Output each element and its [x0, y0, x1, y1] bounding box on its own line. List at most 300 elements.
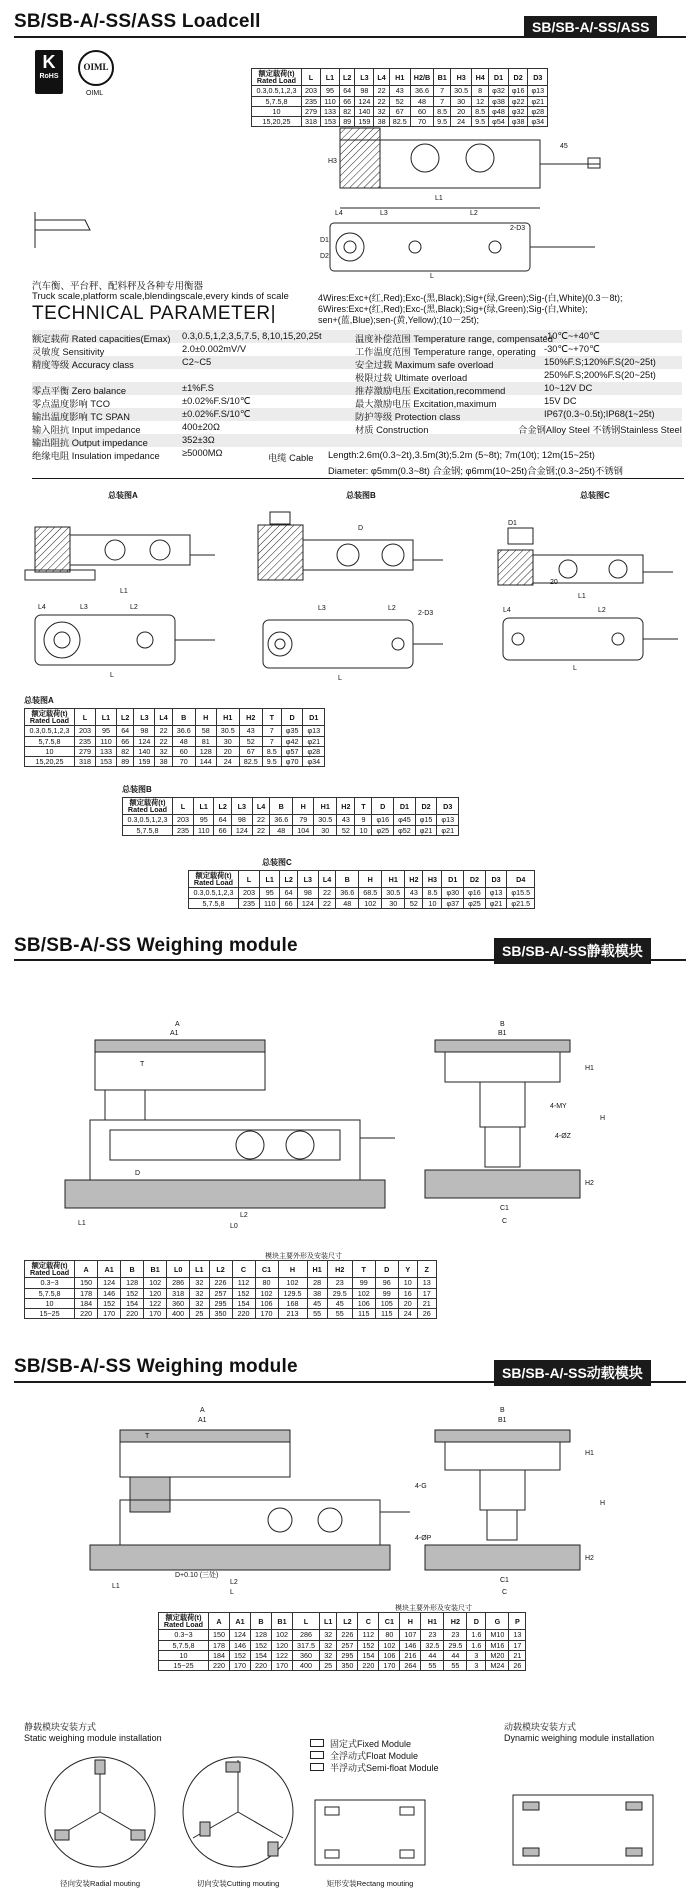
table-cell: 120 [144, 1288, 167, 1298]
table-header-cell: H [293, 798, 314, 815]
table-cell: 70 [410, 117, 433, 127]
param-value: 250%F.S;200%F.S(20~25t) [544, 370, 656, 380]
table-cell: 36.6 [410, 86, 433, 96]
table-cell: 80 [379, 1630, 400, 1640]
table-cell: 36.6 [172, 726, 195, 736]
table-cell: 0.3,0.5,1,2,3 [123, 815, 173, 825]
table-cell: 66 [340, 96, 355, 106]
table-header-cell: A1 [230, 1613, 251, 1630]
dynamic-size-caption: 模块主要外形及安装尺寸 [395, 1605, 472, 1612]
table-cell: 16 [398, 1288, 417, 1298]
table-header-cell: T [262, 709, 281, 726]
table-cell: 124 [98, 1278, 121, 1288]
table-cell: 203 [173, 815, 194, 825]
table-cell: 15,20,25 [25, 757, 75, 767]
table-cell: 1.6 [467, 1630, 486, 1640]
table-cell: 110 [321, 96, 340, 106]
table-row [252, 86, 548, 96]
table-cell: 32.5 [421, 1640, 444, 1650]
table-cell: 235 [302, 96, 321, 106]
table-cell: 7 [434, 86, 451, 96]
table-header-cell: D4 [507, 871, 535, 888]
table-cell: 32 [320, 1650, 337, 1660]
table-cell: 152 [251, 1640, 272, 1650]
table-cell: φ25 [464, 898, 486, 908]
dim-static-h: H [600, 1115, 606, 1122]
table-row [123, 815, 459, 825]
table-cell: 220 [251, 1661, 272, 1671]
param-value: IP67(0.3~0.5t);IP68(1~25t) [544, 409, 655, 419]
table-cell: 10 [355, 825, 372, 835]
table-cell: 400 [293, 1661, 320, 1671]
dim-dynamic-c: C [502, 1589, 508, 1595]
svg-text:L1: L1 [120, 588, 128, 595]
legend-semi-float [310, 1762, 439, 1774]
table-c-title: 总装图C [262, 858, 292, 867]
param-label: 温度补偿范围 Temperature range, compensated [355, 334, 553, 344]
table-cell: φ37 [442, 898, 464, 908]
table-cell: 96 [375, 1278, 398, 1288]
table-cell: 99 [352, 1278, 375, 1288]
svg-text:D1: D1 [508, 520, 517, 527]
table-cell: 360 [167, 1298, 190, 1308]
table-header-cell: H2 [327, 1261, 352, 1278]
table-header-row [25, 1261, 437, 1278]
table-cell: 38 [374, 117, 389, 127]
table-cell: 235 [173, 825, 194, 835]
param-value: 150%F.S;120%F.S(20~25t) [544, 357, 656, 367]
table-cell: 21 [417, 1298, 436, 1308]
table-cell: 70 [172, 757, 195, 767]
table-header-cell: D1 [303, 709, 325, 726]
table-cell: 178 [209, 1640, 230, 1650]
table-cell: 140 [134, 746, 155, 756]
table-header-row [189, 871, 535, 888]
table-cell: 0.3~3 [25, 1278, 75, 1288]
table-cell: 30.5 [451, 86, 472, 96]
table-header-cell: D2 [415, 798, 437, 815]
table-header-cell: L2 [280, 871, 297, 888]
table-header-cell: H3 [423, 871, 442, 888]
table-header-cell: 额定载荷(t) Rated Load [252, 69, 302, 86]
table-cell: 20 [451, 106, 472, 116]
table-row [159, 1640, 526, 1650]
oiml-logo [78, 50, 114, 86]
table-cell: 350 [337, 1661, 358, 1671]
table-cell: 21 [509, 1650, 526, 1660]
table-cell: 43 [405, 888, 423, 898]
table-cell: 89 [340, 117, 355, 127]
table-header-cell: D2 [508, 69, 528, 86]
table-cell: 102 [255, 1288, 278, 1298]
table-cell: 60 [172, 746, 195, 756]
dim-dynamic-l1: L1 [112, 1583, 120, 1590]
table-row [25, 757, 325, 767]
table-cell: 213 [278, 1309, 307, 1319]
assembly-a-title: 总装图A [108, 491, 138, 500]
table-cell: 152 [230, 1650, 251, 1660]
param-label: 输出温度影响 TC SPAN [32, 412, 130, 422]
table-cell: 82.5 [389, 117, 410, 127]
table-cell: 286 [167, 1278, 190, 1288]
table-row [252, 106, 548, 116]
table-header-cell: G [486, 1613, 509, 1630]
dim-static-c: C [502, 1218, 508, 1225]
table-header-cell: L1 [321, 69, 340, 86]
table-cell: 64 [214, 815, 231, 825]
table-cell: 152 [232, 1288, 255, 1298]
param-label: 输入阻抗 Input impedance [32, 425, 141, 435]
table-cell: 43 [337, 815, 355, 825]
table-row [189, 898, 535, 908]
svg-text:H3: H3 [328, 158, 337, 165]
dim-static-d: D [135, 1170, 141, 1177]
table-row [25, 746, 325, 756]
table-cell: 20 [398, 1298, 417, 1308]
table-cell: φ28 [528, 106, 548, 116]
table-header-cell: C1 [255, 1261, 278, 1278]
table-cell: 23 [421, 1630, 444, 1640]
table-cell: M20 [486, 1650, 509, 1660]
table-cell: 295 [209, 1298, 232, 1308]
param-value: 0.3,0.5,1,2,3,5,7.5, 8,10,15,20,25t [182, 331, 322, 341]
mounting-sketch [30, 210, 110, 250]
param-value: ±0.02%F.S/10℃ [182, 396, 251, 406]
static-module-table [24, 1260, 437, 1319]
table-header-cell: B1 [144, 1261, 167, 1278]
table-cell: φ48 [489, 106, 509, 116]
table-cell: 48 [410, 96, 433, 106]
cutting-mounting-diagram [178, 1750, 298, 1875]
table-cell: 115 [352, 1309, 375, 1319]
table-header-cell: H [400, 1613, 421, 1630]
caption-radial: 径向安装Radial mouting [59, 1879, 141, 1888]
table-cell: 98 [134, 726, 155, 736]
svg-text:L: L [430, 273, 434, 278]
table-header-cell: H1 [382, 871, 405, 888]
table-header-cell: B [121, 1261, 144, 1278]
table-cell: 67 [389, 106, 410, 116]
param-value: ±0.02%F.S/10℃ [182, 409, 251, 419]
table-header-cell: L [75, 709, 96, 726]
table-cell: 44 [421, 1650, 444, 1660]
table-header-cell: B1 [272, 1613, 293, 1630]
table-cell: 23 [444, 1630, 467, 1640]
table-cell: 15~25 [159, 1661, 209, 1671]
dim-dynamic-4g: 4-G [415, 1483, 427, 1490]
table-cell: 110 [96, 736, 117, 746]
table-cell: φ42 [281, 736, 303, 746]
table-cell: 36.6 [270, 815, 293, 825]
table-cell: 55 [327, 1309, 352, 1319]
table-cell: 154 [358, 1650, 379, 1660]
legend-fixed-label: 固定式Fixed Module [330, 1739, 412, 1749]
table-cell: 25 [320, 1661, 337, 1671]
table-cell: 5,7.5,8 [252, 96, 302, 106]
legend-float-icon [310, 1751, 324, 1759]
table-cell: 318 [302, 117, 321, 127]
table-row [25, 736, 325, 746]
dim-dynamic-l: L [230, 1589, 234, 1595]
table-cell: 140 [355, 106, 374, 116]
svg-text:L4: L4 [503, 607, 511, 614]
table-cell: 98 [231, 815, 252, 825]
table-cell: M10 [486, 1630, 509, 1640]
table-header-cell: H [359, 871, 382, 888]
table-cell: 150 [209, 1630, 230, 1640]
table-cell: 22 [155, 736, 172, 746]
dim-dynamic-a1: A1 [198, 1417, 207, 1424]
svg-text:L2: L2 [598, 607, 606, 614]
table-cell: 66 [280, 898, 297, 908]
table-cell: 106 [255, 1298, 278, 1308]
table-cell: 152 [98, 1298, 121, 1308]
dim-static-4z: 4-ØZ [555, 1133, 571, 1140]
table-cell: 66 [214, 825, 231, 835]
table-header-cell: H1 [314, 798, 337, 815]
table-cell: φ38 [489, 96, 509, 106]
table-cell: 15,20,25 [252, 117, 302, 127]
table-cell: φ35 [281, 726, 303, 736]
table-header-row [123, 798, 459, 815]
table-cell: 3 [467, 1661, 486, 1671]
table-cell: 82 [340, 106, 355, 116]
table-header-cell: B1 [434, 69, 451, 86]
table-cell: 220 [358, 1661, 379, 1671]
table-cell: 8 [472, 86, 489, 96]
table-header-cell: D1 [489, 69, 509, 86]
table-cell: 22 [155, 726, 172, 736]
table-cell: 106 [352, 1298, 375, 1308]
table-cell: 8.5 [262, 746, 281, 756]
table-header-cell: L2 [209, 1261, 232, 1278]
install-legend [310, 1738, 439, 1774]
table-cell: 122 [144, 1298, 167, 1308]
caption-cutting: 切向安装Cutting mouting [196, 1879, 280, 1888]
table-cell: 30 [216, 736, 239, 746]
table-header-cell: D1 [394, 798, 416, 815]
svg-text:L3: L3 [380, 210, 388, 217]
dim-dynamic-h2: H2 [585, 1555, 594, 1562]
table-cell: 102 [278, 1278, 307, 1288]
table-cell: 30.5 [314, 815, 337, 825]
svg-text:20: 20 [550, 579, 558, 586]
table-header-cell: D1 [442, 871, 464, 888]
table-cell: 8.5 [434, 106, 451, 116]
table-cell: 220 [121, 1309, 144, 1319]
table-cell: 318 [75, 757, 96, 767]
param-label: 额定载荷 Rated capacities(Emax) [32, 334, 171, 344]
dim-dynamic-d: D+0.10 (三处) [175, 1572, 219, 1579]
table-cell: 170 [230, 1661, 251, 1671]
dim-dynamic-h1: H1 [585, 1450, 594, 1457]
table-cell: φ34 [528, 117, 548, 127]
table-header-cell: C [358, 1613, 379, 1630]
table-cell: 5,7.5,8 [189, 898, 239, 908]
params-rule [32, 478, 684, 479]
table-cell: M24 [486, 1661, 509, 1671]
table-cell: 22 [374, 86, 389, 96]
dim-static-l2: L2 [240, 1212, 248, 1219]
table-header-cell: L1 [194, 798, 214, 815]
table-cell: 8.5 [423, 888, 442, 898]
table-header-cell: L1 [96, 709, 117, 726]
table-cell: 24 [451, 117, 472, 127]
table-cell: 235 [75, 736, 96, 746]
table-cell: 128 [195, 746, 216, 756]
table-header-cell: Y [398, 1261, 417, 1278]
table-cell: 5,7.5,8 [123, 825, 173, 835]
table-cell: 9.5 [472, 117, 489, 127]
table-cell: 264 [400, 1661, 421, 1671]
table-cell: 30 [382, 898, 405, 908]
table-cell: 318 [167, 1288, 190, 1298]
table-cell: 170 [272, 1661, 293, 1671]
param-label: 零点温度影响 TCO [32, 399, 110, 409]
table-cell: 82 [117, 746, 134, 756]
param-label: 灵敏度 Sensitivity [32, 347, 105, 357]
table-cell: 26 [509, 1661, 526, 1671]
dynamic-mounting-diagram [508, 1790, 658, 1870]
param-value: ±1%F.S [182, 383, 214, 393]
param-label: 绝缘电阻 Insulation impedance [32, 451, 160, 461]
table-header-cell: C1 [379, 1613, 400, 1630]
table-cell: 115 [375, 1309, 398, 1319]
table-cell: 12 [472, 96, 489, 106]
table-cell: φ16 [372, 815, 394, 825]
table-cell: 112 [232, 1278, 255, 1288]
table-cell: 286 [293, 1630, 320, 1640]
table-header-cell: A [75, 1261, 98, 1278]
wiring-line-1: 4Wires:Exc+(红,Red);Exc-(黑,Black);Sig+(绿,Green);Sig-(白,White)(0.3－8t); [318, 293, 623, 303]
table-cell: 110 [194, 825, 214, 835]
table-cell: 124 [230, 1630, 251, 1640]
legend-float [310, 1750, 439, 1762]
table-header-cell: L1 [320, 1613, 337, 1630]
table-row [189, 888, 535, 898]
table-cell: 45 [307, 1298, 327, 1308]
table-cell: 10 [398, 1278, 417, 1288]
table-cell: 98 [355, 86, 374, 96]
table-header-cell: H [195, 709, 216, 726]
dim-static-h2: H2 [585, 1180, 594, 1187]
table-header-cell: B [336, 871, 359, 888]
table-header-cell: H1 [307, 1261, 327, 1278]
oiml-mark-icon: OIML [83, 62, 109, 72]
table-header-cell: L [239, 871, 260, 888]
table-cell: 24 [398, 1309, 417, 1319]
table-cell: 43 [389, 86, 410, 96]
table-cell: 24 [216, 757, 239, 767]
table-cell: φ22 [508, 96, 528, 106]
table-header-row [159, 1613, 526, 1630]
table-cell: 102 [352, 1288, 375, 1298]
table-cell: 102 [144, 1278, 167, 1288]
param-label: 工作温度范围 Temperature range, operating [355, 347, 536, 357]
table-header-cell: L4 [155, 709, 172, 726]
table-header-cell: A [209, 1613, 230, 1630]
table-cell: 32 [190, 1288, 209, 1298]
assembly-a-table [24, 708, 325, 767]
table-header-cell: H4 [472, 69, 489, 86]
table-row [123, 825, 459, 835]
dim-static-t: T [140, 1061, 145, 1068]
dim-dynamic-4p: 4-ØP [415, 1535, 432, 1542]
wiring-note [318, 293, 623, 326]
svg-text:L: L [338, 675, 342, 682]
radial-mounting-diagram [40, 1750, 160, 1875]
table-b-title: 总装图B [122, 785, 152, 794]
table-row [159, 1630, 526, 1640]
table-cell: 3 [467, 1650, 486, 1660]
param-value: 合金钢Alloy Steel 不锈钢Stainless Steel [518, 425, 682, 435]
table-cell: φ13 [437, 815, 459, 825]
table-cell: 95 [260, 888, 280, 898]
table-cell: 124 [231, 825, 252, 835]
table-cell: 67 [239, 746, 262, 756]
table-cell: φ32 [508, 106, 528, 116]
table-cell: 95 [96, 726, 117, 736]
table-cell: φ21 [303, 736, 325, 746]
caption-rectang: 矩形安装Rectang mouting [326, 1879, 414, 1888]
table-row [252, 96, 548, 106]
table-cell: 38 [307, 1288, 327, 1298]
table-header-cell: H1 [216, 709, 239, 726]
table-cell: 28 [307, 1278, 327, 1288]
table-cell: 22 [318, 888, 335, 898]
table-row [25, 726, 325, 736]
wiring-line-2: 6Wires:Exc+(红,Red);Exc-(黑,Black);Sig+(绿,Green);Sig-(白,White); [318, 304, 588, 314]
cable-diameter: Diameter: φ5mm(0.3~8t) 合金钢; φ6mm(10~25t)合金钢;(0.3~25t)不锈钢 [328, 466, 623, 476]
param-label: 防护等级 Protection class [355, 412, 461, 422]
static-install-en: Static weighing module installation [24, 1733, 162, 1743]
table-cell: 133 [96, 746, 117, 756]
dynamic-install-en: Dynamic weighing module installation [504, 1733, 655, 1743]
table-cell: 154 [232, 1298, 255, 1308]
table-cell: 220 [232, 1309, 255, 1319]
table-cell: 8.5 [472, 106, 489, 116]
table-cell: 203 [239, 888, 260, 898]
param-value: 2.0±0.002mV/V [182, 344, 247, 354]
table-cell: 7 [262, 736, 281, 746]
table-cell: φ54 [489, 117, 509, 127]
assembly-b-title: 总装图B [346, 491, 376, 500]
svg-text:2-D3: 2-D3 [510, 225, 526, 232]
table-cell: 64 [280, 888, 297, 898]
table-cell: 168 [278, 1298, 307, 1308]
svg-text:L2: L2 [470, 210, 478, 217]
table-row [25, 1288, 437, 1298]
table-cell: 79 [293, 815, 314, 825]
table-header-cell: D2 [464, 871, 486, 888]
dim-static-c1: C1 [500, 1205, 509, 1212]
table-header-cell: H2 [444, 1613, 467, 1630]
table-header-cell: T [352, 1261, 375, 1278]
rohs-text: RoHS [39, 73, 59, 80]
table-cell: 68.5 [359, 888, 382, 898]
table-header-cell: A1 [98, 1261, 121, 1278]
svg-text:2-D3: 2-D3 [418, 610, 434, 617]
table-cell: 104 [293, 825, 314, 835]
table-header-row [25, 709, 325, 726]
dim-static-4my: 4-MY [550, 1103, 567, 1110]
table-cell: 400 [167, 1309, 190, 1319]
k-mark-icon: K [42, 52, 56, 72]
table-cell: 170 [98, 1309, 121, 1319]
loadcell-drawing [320, 118, 650, 278]
table-cell: 32 [190, 1278, 209, 1288]
svg-text:L: L [573, 665, 577, 672]
